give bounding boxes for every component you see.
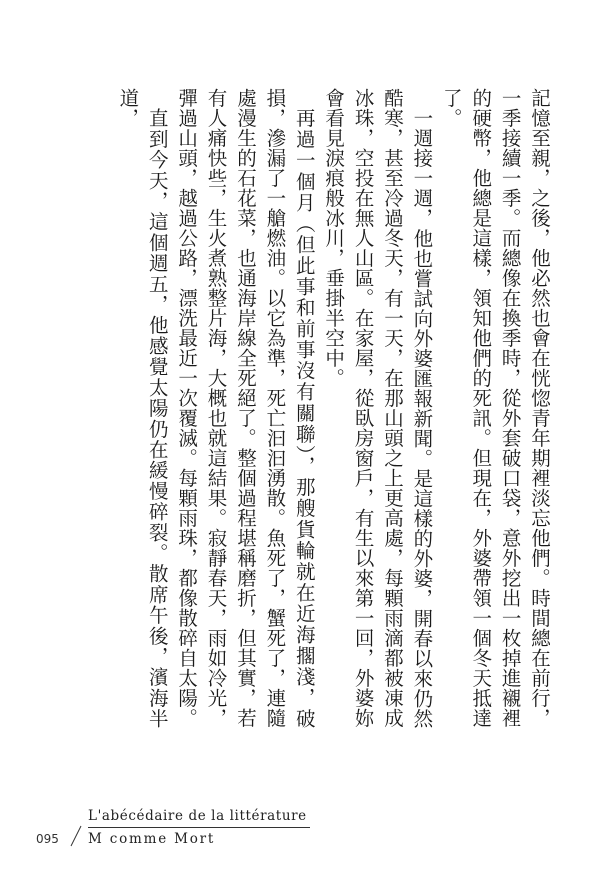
chapter-title: M comme Mort	[88, 831, 216, 847]
paragraph-3: 再過一個月（但此事和前事沒有關聯），那艘貨輪就在近海擱淺，破損，滲漏了一艙燃油。以它為準，死亡汩汩湧散。魚死了，蟹死了，連隨處漫生的石花菜，也通海岸線全死絕了。整個過程堪稱磨折，但其實，若有人痛快些，生火煮熟整片海，大概也就這結果。寂靜春天，雨如冷光，彈過山頭，越過公路，漂洗最近一次覆滅。每顆雨珠，都像散碎自太陽。	[175, 88, 316, 728]
series-title: L'abécédaire de la littérature	[88, 808, 307, 824]
page-footer	[0, 800, 604, 860]
body-text	[34, 88, 554, 728]
page-number: 095	[36, 832, 59, 846]
paragraph-4: 直到今天，這個週五，他感覺太陽仍在緩慢碎裂。散席午後，濱海半道，	[116, 88, 169, 728]
footer-rule	[88, 827, 310, 828]
paragraph-2: 一週接一週，他也嘗試向外婆匯報新聞。是這樣的外婆，開春以來仍然酷寒，甚至冷過冬天，有一天，在那山頭之上更高處，每顆雨滴都被凍成冰珠，空投在無人山區。在家屋，從臥房窗戶，有生以來第一回，外婆妳會看見淚痕般冰川，垂掛半空中。	[322, 88, 434, 728]
paragraph-1: 記憶至親，之後，他必然也會在恍惚青年期裡淡忘他們。時間總在前行，一季接續一季。而總像在換季時，從外套破口袋，意外挖出一枚掉進襯裡的硬幣，他總是這樣，領知他們的死訊。但現在，外婆帶領一個冬天抵達了。	[439, 88, 551, 728]
slash-divider	[70, 824, 82, 848]
